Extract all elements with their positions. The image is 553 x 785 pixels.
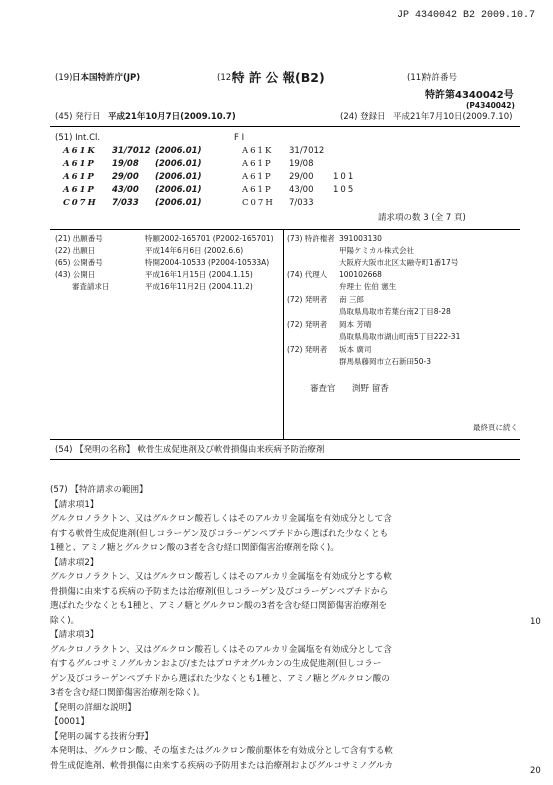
registration-date: 平成21年7月10日(2009.7.10) xyxy=(393,112,513,122)
invention-title: (54) 【発明の名称】 軟骨生成促進剤及び軟骨損傷由来疾病予防治療剤 xyxy=(55,445,325,455)
examiner-name: 渕野 留香 xyxy=(352,384,389,394)
fi-code: C07H xyxy=(242,198,275,208)
class-code: A61P xyxy=(63,172,96,182)
continued-note: 最終頁に続く xyxy=(473,423,518,432)
body-line: 【0001】 xyxy=(50,717,90,727)
biblio-right-value: 南 三郎 xyxy=(339,295,364,304)
class-version: (2006.01) xyxy=(155,185,202,195)
body-line: 除く)。 xyxy=(50,615,80,626)
fi-group: 43/00 xyxy=(289,185,314,195)
biblio-left-value: 平成16年1月15日 (2004.1.15) xyxy=(145,270,253,279)
fi-code: A61P xyxy=(242,159,273,169)
fi-extra: 101 xyxy=(333,172,356,182)
biblio-right-value: 391003130 xyxy=(339,234,382,243)
biblio-right-value: 大阪府大阪市北区太融寺町1番17号 xyxy=(339,258,459,267)
body-line: 選ばれた少なくとも1種と、アミノ糖とグルクロン酸の3者を含む経口関節傷害治療剤を xyxy=(50,601,388,611)
body-line: 【発明の詳細な説明】 xyxy=(50,702,136,713)
biblio-right-label: (72) 発明者 xyxy=(287,295,328,304)
biblio-right-label: (72) 発明者 xyxy=(287,320,328,329)
publication-number-line: JP 4340042 B2 2009.10.7 xyxy=(396,10,535,21)
biblio-right-value: 坂本 廣司 xyxy=(339,345,372,354)
gazette-title: 特 許 公 報(B2) xyxy=(232,70,325,85)
biblio-divider xyxy=(283,229,284,439)
biblio-left-label: (22) 出願日 xyxy=(55,246,96,255)
divider-3 xyxy=(50,439,520,440)
biblio-left-label: (65) 公開番号 xyxy=(55,258,103,267)
biblio-right-value: 群馬県藤岡市立石新田50-3 xyxy=(339,357,432,366)
patent-num-label: 特許番号 xyxy=(423,73,458,83)
body-line: 1種と、アミノ糖とグルクロン酸の3者を含む経口関節傷害治療剤を除く)。 xyxy=(50,543,339,553)
class-version: (2006.01) xyxy=(155,159,202,169)
biblio-right-value: 甲陽ケミカル株式会社 xyxy=(339,246,414,255)
biblio-left-value: 平成16年11月2日 (2004.11.2) xyxy=(145,282,253,291)
biblio-right-label: (72) 発明者 xyxy=(287,345,328,354)
patent-number: 特許第4340042号 xyxy=(425,90,514,101)
class-code: C07H xyxy=(63,198,98,208)
biblio-right-value: 100102668 xyxy=(339,270,382,279)
class-group: 31/7012 xyxy=(112,146,151,156)
fi-code: A61P xyxy=(242,172,273,182)
issue-label: (45) 発行日 xyxy=(55,112,101,122)
class-group: 43/00 xyxy=(112,185,139,195)
body-line: 有する軟骨生成促進剤(但しコラーゲン及びコラーゲンペプチドから選ばれた少なくとも xyxy=(50,528,389,539)
fi-code: A61K xyxy=(242,146,274,156)
line-number-10: 10 xyxy=(530,617,541,627)
body-line: 3者を含む経口関節傷害治療剤を除く)。 xyxy=(50,688,205,698)
class-code: A61P xyxy=(63,185,96,195)
patent-sub-number: (P4340042) xyxy=(466,101,515,110)
biblio-right-value: 鳥取県鳥取市湖山町南5丁目222-31 xyxy=(339,332,461,341)
class-group: 19/08 xyxy=(112,159,139,169)
claims-count: 請求項の数 3 (全 7 頁) xyxy=(378,213,466,223)
examiner-label: 審査官 xyxy=(310,384,336,394)
fi-group: 7/033 xyxy=(289,198,314,208)
divider-2 xyxy=(50,229,520,230)
body-line: グルクロノラクトン、又はグルクロン酸若しくはそのアルカリ金属塩を有効成分として含 xyxy=(50,644,392,655)
office-name: 日本国特許庁(JP) xyxy=(72,73,141,83)
class-code: A61P xyxy=(63,159,96,169)
class-version: (2006.01) xyxy=(155,198,202,208)
divider-4 xyxy=(50,459,520,460)
biblio-right-value: 弁理士 佐伯 憲生 xyxy=(339,282,397,291)
body-line: 有するグルコサミノグルカンおよび/またはプロテオグルカンの生成促進剤(但しコラー xyxy=(50,659,382,669)
body-line: 【請求項3】 xyxy=(50,630,99,640)
fi-group: 29/00 xyxy=(289,172,314,182)
body-line: グルクロノラクトン、又はグルクロン酸若しくはそのアルカリ金属塩を有効成分として含 xyxy=(50,514,392,524)
class-code: A61K xyxy=(63,146,97,156)
intcl-label: (51) Int.Cl. xyxy=(55,133,101,143)
biblio-left-value: 特開2004-10533 (P2004-10533A) xyxy=(145,258,270,267)
issue-date: 平成21年10月7日(2009.10.7) xyxy=(108,112,236,122)
body-line: 【請求項1】 xyxy=(50,499,99,510)
biblio-right-value: 岡本 芳晴 xyxy=(339,320,372,329)
body-line: 【請求項2】 xyxy=(50,557,99,568)
gazette-num: (12) xyxy=(217,73,235,83)
body-line: 【発明の属する技術分野】 xyxy=(50,731,154,742)
fi-group: 31/7012 xyxy=(289,146,325,156)
patent-num-label-num: (11) xyxy=(407,73,425,83)
fi-group: 19/08 xyxy=(289,159,314,169)
registration-label: (24) 登録日 xyxy=(340,112,386,122)
fi-extra: 105 xyxy=(333,185,356,195)
divider-1 xyxy=(50,126,520,127)
body-line: 骨損傷に由来する疾病の予防または治療剤(但しコラーゲン及びコラーゲンペプチドから xyxy=(50,586,389,597)
class-group: 7/033 xyxy=(112,198,139,208)
body-line: 骨生成促進剤、軟骨損傷に由来する疾病の予防用または治療剤およびグルコサミノグルカ xyxy=(50,760,393,771)
body-line: ゲン及びコラーゲンペプチドから選ばれた少なくとも1種と、アミノ糖とグルクロン酸の xyxy=(50,673,390,684)
biblio-left-label: (43) 公開日 xyxy=(55,270,96,279)
body-line: 本発明は、グルクロン酸、その塩またはグルクロン酸前駆体を有効成分として含有する軟 xyxy=(50,746,393,756)
class-version: (2006.01) xyxy=(155,172,202,182)
office-num: (19) xyxy=(55,73,73,83)
biblio-left-label: 審査請求日 xyxy=(72,282,110,291)
class-version: (2006.01) xyxy=(155,146,202,156)
biblio-left-value: 平成14年6月6日 (2002.6.6) xyxy=(145,246,244,255)
biblio-left-label: (21) 出願番号 xyxy=(55,234,103,243)
biblio-right-label: (73) 特許権者 xyxy=(287,234,335,243)
biblio-right-value: 鳥取県鳥取市若葉台南2丁目8-28 xyxy=(339,307,451,316)
body-line: グルクロノラクトン、又はグルクロン酸若しくはそのアルカリ金属塩を有効成分とする軟 xyxy=(50,572,392,582)
biblio-left-value: 特願2002-165701 (P2002-165701) xyxy=(145,234,274,243)
line-number-20: 20 xyxy=(530,766,541,776)
fi-code: A61P xyxy=(242,185,273,195)
biblio-right-label: (74) 代理人 xyxy=(287,270,328,279)
class-group: 29/00 xyxy=(112,172,139,182)
body-line: (57) 【特許請求の範囲】 xyxy=(50,485,148,495)
fi-label: F I xyxy=(234,133,245,143)
